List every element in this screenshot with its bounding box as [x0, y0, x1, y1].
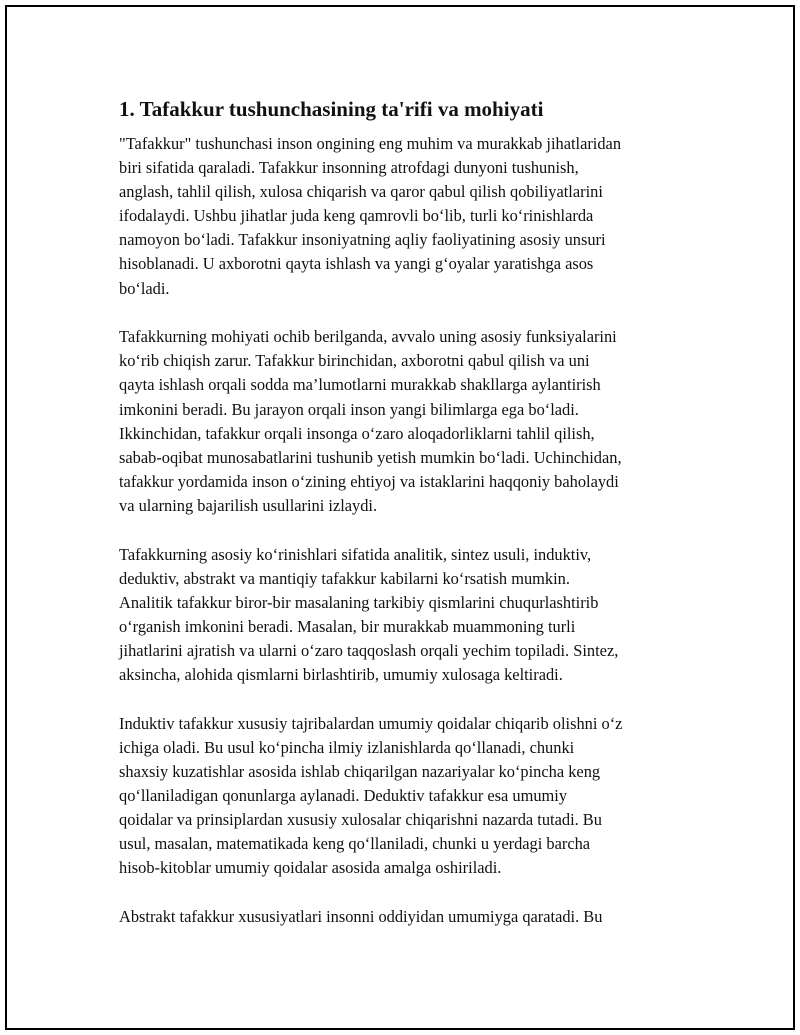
document-page [5, 5, 795, 1030]
paragraph-2: Tafakkurning mohiyati ochib berilganda, avvalo uning asosiy funksiyalarini ko‘rib chiqish zarur. Tafakkur birinchidan, axborotni qabul qilish va uni qayta ishlash orqali sodda ma’lumotlarni murakkab shakllarga aylantirish imkonini beradi. Bu jarayon orqali inson yangi bilimlarga ega bo‘ladi. Ikkinchidan, tafakkur orqali insonga o‘zaro aloqadorliklarni tahlil qilish, sabab-oqibat munosabatlarini tushunib yetish mumkin bo‘ladi. Uchinchidan, tafakkur yordamida inson o‘zining ehtiyoj va istaklarini haqqoniy baholaydi va ularning bajarilish usullarini izlaydi. [119, 327, 622, 515]
document-content [119, 95, 689, 954]
paragraph-4: Induktiv tafakkur xususiy tajribalardan umumiy qoidalar chiqarib olishni o‘z ichiga oladi. Bu usul ko‘pincha ilmiy izlanishlarda qo‘llanadi, chunki shaxsiy kuzatishlar asosida ishlab chiqarilgan nazariyalar ko‘pincha keng qo‘llaniladigan qonunlarga aylanadi. Deduktiv tafakkur esa umumiy qoidalar va prinsiplardan xususiy xulosalar chiqarishni nazarda tutadi. Bu usul, masalan, matematikada keng qo‘llaniladi, chunki u yerdagi barcha hisob-kitoblar umumiy qoidalar asosida amalga oshiriladi. [119, 713, 623, 878]
paragraph-5: Abstrakt tafakkur xususiyatlari insonni oddiyidan umumiyga qaratadi. Bu [119, 907, 603, 926]
section-heading: 1. Tafakkur tushunchasining ta'rifi va mohiyati [119, 97, 544, 121]
paragraph-3: Tafakkurning asosiy ko‘rinishlari sifatida analitik, sintez usuli, induktiv, deduktiv, abstrakt va mantiqiy tafakkur kabilarni ko‘rsatish mumkin. Analitik tafakkur biror-bir masalaning tarkibiy qismlarini chuqurlashtirib o‘rganish imkonini beradi. Masalan, bir murakkab muammoning turli jihatlarini ajratish va ularni o‘zaro taqqoslash orqali yechim topiladi. Sintez, aksincha, alohida qismlarni birlashtirib, umumiy xulosaga keltiradi. [119, 544, 619, 685]
paragraph-1: "Tafakkur" tushunchasi inson ongining eng muhim va murakkab jihatlaridan biri sifatida qaraladi. Tafakkur insonning atrofdagi dunyoni tushunish, anglash, tahlil qilish, xulosa chiqarish va qaror qabul qilish qobiliyatlarini ifodalaydi. Ushbu jihatlar juda keng qamrovli bo‘lib, turli ko‘rinishlarda namoyon bo‘ladi. Tafakkur insoniyatning aqliy faoliyatining asosiy unsuri hisoblanadi. U axborotni qayta ishlash va yangi g‘oyalar yaratishga asos bo‘ladi. [119, 134, 622, 298]
